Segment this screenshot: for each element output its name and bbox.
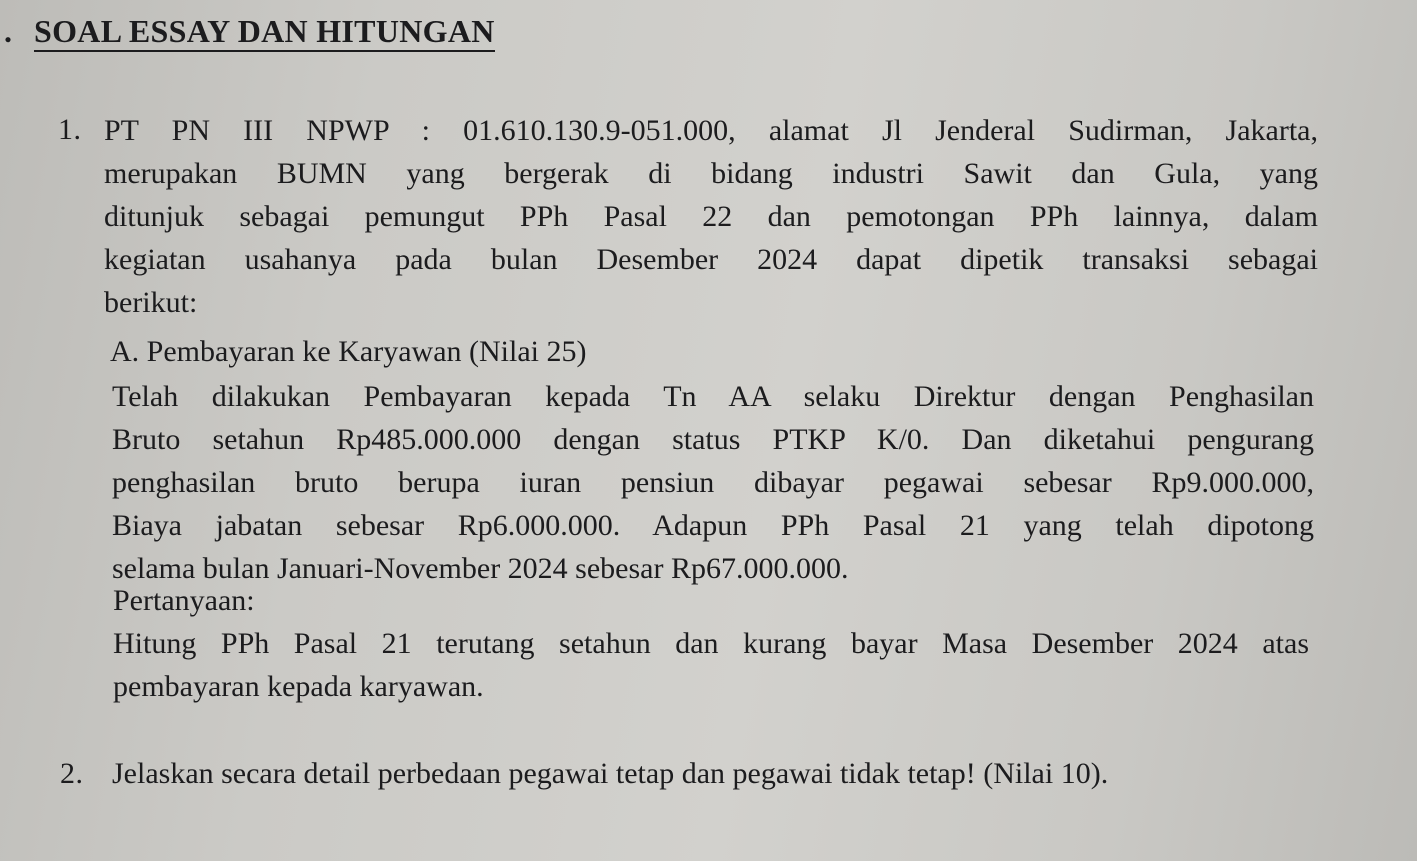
question-1-intro bbox=[104, 109, 1318, 324]
question-label: Pertanyaan: bbox=[113, 584, 255, 617]
intro-line: PT PN III NPWP : 01.610.130.9-051.000, alamat Jl Jenderal Sudirman, Jakarta, bbox=[104, 114, 1318, 147]
heading-bullet: . bbox=[4, 13, 12, 49]
section-a-line: Bruto setahun Rp485.000.000 dengan status PTKP K/0. Dan diketahui pengurang bbox=[112, 423, 1314, 456]
section-a-line: selama bulan Januari-November 2024 sebesar Rp67.000.000. bbox=[112, 552, 849, 585]
section-a-line: Biaya jabatan sebesar Rp6.000.000. Adapun PPh Pasal 21 yang telah dipotong bbox=[112, 509, 1314, 542]
intro-line: ditunjuk sebagai pemungut PPh Pasal 22 dan pemotongan PPh lainnya, dalam bbox=[104, 200, 1318, 233]
question-line: pembayaran kepada karyawan. bbox=[113, 670, 484, 703]
intro-line: kegiatan usahanya pada bulan Desember 2024 dapat dipetik transaksi sebagai bbox=[104, 243, 1318, 276]
section-a-line: penghasilan bruto berupa iuran pensiun dibayar pegawai sebesar Rp9.000.000, bbox=[112, 466, 1314, 499]
question-line: Hitung PPh Pasal 21 terutang setahun dan kurang bayar Masa Desember 2024 atas bbox=[113, 627, 1309, 660]
section-a-body bbox=[112, 375, 1314, 590]
question-1-ask bbox=[113, 622, 1309, 708]
question-2-number: 2. bbox=[60, 757, 84, 790]
intro-line: merupakan BUMN yang bergerak di bidang industri Sawit dan Gula, yang bbox=[104, 157, 1318, 190]
question-1-number: 1. bbox=[58, 113, 82, 146]
section-a-line: Telah dilakukan Pembayaran kepada Tn AA selaku Direktur dengan Penghasilan bbox=[112, 380, 1314, 413]
section-a-title: A. Pembayaran ke Karyawan (Nilai 25) bbox=[110, 335, 587, 368]
heading-row bbox=[0, 12, 495, 52]
page-title: SOAL ESSAY DAN HITUNGAN bbox=[34, 12, 495, 52]
question-2-text: Jelaskan secara detail perbedaan pegawai tetap dan pegawai tidak tetap! (Nilai 10). bbox=[112, 757, 1109, 790]
intro-line: berikut: bbox=[104, 286, 198, 319]
